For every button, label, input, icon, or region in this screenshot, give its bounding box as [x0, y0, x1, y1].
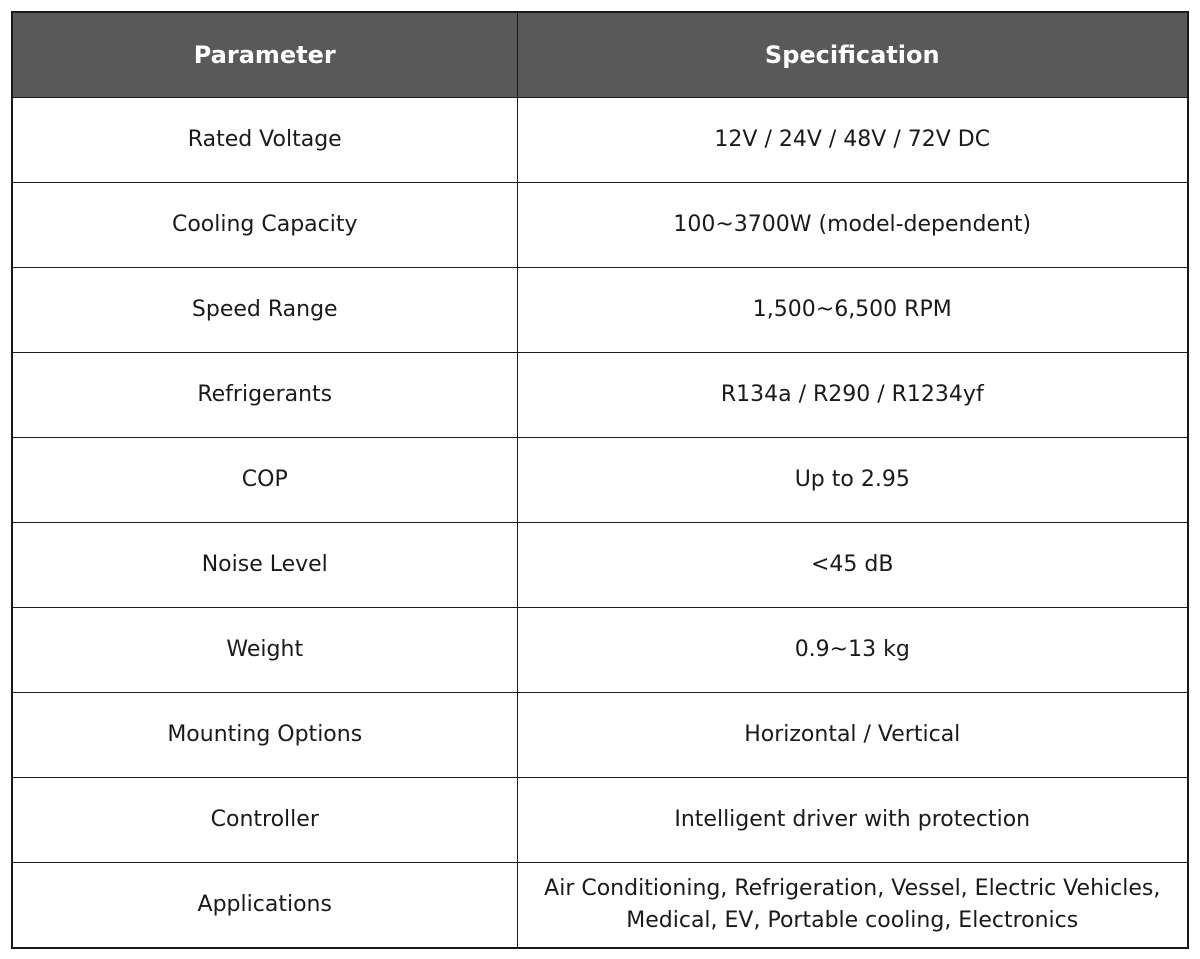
specification-line: Horizontal / Vertical [744, 722, 961, 747]
parameter-cell: Applications [12, 863, 517, 949]
specification-line: R134a / R290 / R1234yf [720, 382, 984, 407]
specification-line: <45 dB [811, 552, 894, 577]
parameter-cell: Mounting Options [12, 693, 517, 778]
spec-table [11, 11, 1189, 949]
table-row [12, 863, 1188, 949]
parameter-cell: Speed Range [12, 268, 517, 353]
table-row [12, 438, 1188, 523]
table-row [12, 778, 1188, 863]
table-row [12, 608, 1188, 693]
specification-cell [517, 863, 1188, 949]
table-row [12, 183, 1188, 268]
parameter-cell: Weight [12, 608, 517, 693]
header-parameter: Parameter [12, 12, 517, 98]
specification-line: Up to 2.95 [794, 467, 910, 492]
table-row [12, 98, 1188, 183]
specification-line: 1,500~6,500 RPM [752, 297, 952, 322]
specification-cell [517, 693, 1188, 778]
table-row [12, 523, 1188, 608]
table-body [12, 98, 1188, 949]
specification-cell [517, 778, 1188, 863]
table-row [12, 693, 1188, 778]
parameter-cell: Cooling Capacity [12, 183, 517, 268]
header-specification: Specification [517, 12, 1188, 98]
table-row [12, 268, 1188, 353]
specification-line: 100~3700W (model-dependent) [673, 212, 1032, 237]
specification-line: 0.9~13 kg [794, 637, 910, 662]
table-row [12, 353, 1188, 438]
parameter-cell: Controller [12, 778, 517, 863]
specification-cell [517, 438, 1188, 523]
specification-cell [517, 353, 1188, 438]
parameter-cell: COP [12, 438, 517, 523]
specification-cell [517, 98, 1188, 183]
specification-cell [517, 523, 1188, 608]
specification-line: Medical, EV, Portable cooling, Electronics [626, 908, 1079, 933]
parameter-cell: Rated Voltage [12, 98, 517, 183]
parameter-cell: Refrigerants [12, 353, 517, 438]
table-header-row [12, 12, 1188, 98]
parameter-cell: Noise Level [12, 523, 517, 608]
specification-line: Intelligent driver with protection [674, 807, 1031, 832]
specification-line: 12V / 24V / 48V / 72V DC [714, 127, 991, 152]
specification-cell [517, 268, 1188, 353]
specification-cell [517, 183, 1188, 268]
specification-line: Air Conditioning, Refrigeration, Vessel, Electric Vehicles, [544, 876, 1161, 901]
specification-cell [517, 608, 1188, 693]
